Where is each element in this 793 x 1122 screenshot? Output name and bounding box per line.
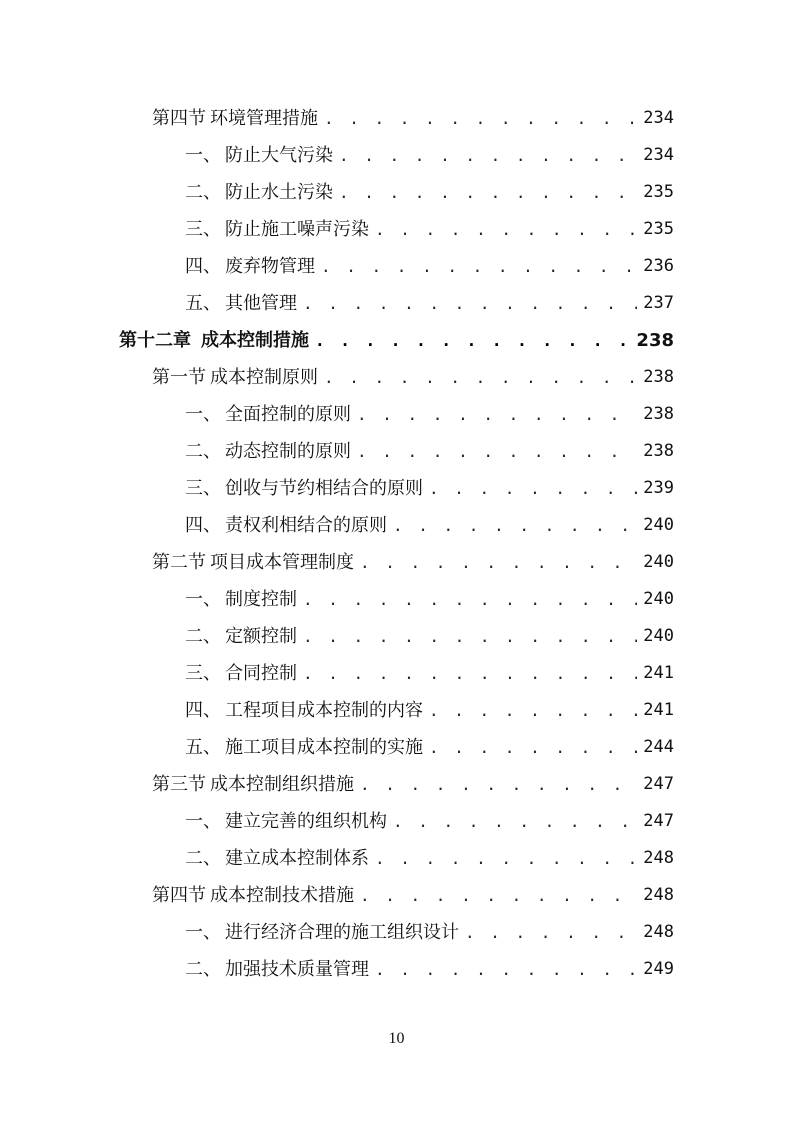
toc-title: 建立成本控制体系 — [225, 848, 369, 869]
toc-page-number: 249 — [643, 959, 674, 979]
toc-title: 全面控制的原则 — [225, 404, 351, 425]
toc-number: 第四节 — [152, 885, 206, 906]
toc-page-number: 237 — [643, 293, 674, 313]
toc-page-number: 234 — [643, 108, 674, 128]
dot-leader — [315, 322, 630, 359]
dot-leader — [393, 507, 637, 544]
toc-entry-item[interactable] — [185, 618, 674, 655]
toc-page-number: 238 — [643, 367, 674, 387]
toc-title: 项目成本管理制度 — [210, 552, 354, 573]
toc-title: 成本控制措施 — [201, 330, 309, 351]
toc-title: 防止大气污染 — [225, 145, 333, 166]
toc-title: 工程项目成本控制的内容 — [225, 700, 423, 721]
toc-title: 防止水土污染 — [225, 182, 333, 203]
toc-entry-item[interactable] — [185, 248, 674, 285]
toc-title: 合同控制 — [225, 663, 297, 684]
toc-title: 施工项目成本控制的实施 — [225, 737, 423, 758]
toc-entry-item[interactable] — [185, 433, 674, 470]
toc-number: 三、 — [185, 478, 221, 499]
toc-entry-item[interactable] — [185, 914, 674, 951]
toc-page-number: 241 — [643, 663, 674, 683]
toc-number: 一、 — [185, 404, 221, 425]
toc-title: 进行经济合理的施工组织设计 — [225, 922, 459, 943]
toc-entry-item[interactable] — [185, 729, 674, 766]
toc-page-number: 240 — [643, 589, 674, 609]
toc-entry-item[interactable] — [185, 211, 674, 248]
toc-page-number: 247 — [643, 774, 674, 794]
dot-leader — [375, 211, 637, 248]
toc-entry-item[interactable] — [185, 951, 674, 988]
toc-page-number: 238 — [643, 441, 674, 461]
toc-page-number: 238 — [636, 330, 674, 351]
toc-title: 环境管理措施 — [210, 108, 318, 129]
toc-title: 加强技术质量管理 — [225, 959, 369, 980]
toc-page-number: 236 — [643, 256, 674, 276]
toc-entry-item[interactable] — [185, 692, 674, 729]
toc-number: 第四节 — [152, 108, 206, 129]
toc-page-number: 238 — [643, 404, 674, 424]
dot-leader — [375, 951, 637, 988]
dot-leader — [357, 396, 637, 433]
dot-leader — [357, 433, 637, 470]
toc-number: 二、 — [185, 626, 221, 647]
dot-leader — [303, 285, 637, 322]
dot-leader — [360, 877, 637, 914]
dot-leader — [303, 655, 637, 692]
toc-page-number: 241 — [643, 700, 674, 720]
toc-title: 防止施工噪声污染 — [225, 219, 369, 240]
toc-page-number: 239 — [643, 478, 674, 498]
toc-page-number: 244 — [643, 737, 674, 757]
dot-leader — [375, 840, 637, 877]
dot-leader — [429, 692, 637, 729]
dot-leader — [321, 248, 637, 285]
toc-entry-section[interactable] — [152, 100, 674, 137]
toc-number: 五、 — [185, 737, 221, 758]
dot-leader — [324, 100, 637, 137]
toc-entry-item[interactable] — [185, 470, 674, 507]
dot-leader — [303, 618, 637, 655]
toc-entry-section[interactable] — [152, 359, 674, 396]
toc-page-number: 240 — [643, 552, 674, 572]
toc-entry-item[interactable] — [185, 137, 674, 174]
toc-number: 二、 — [185, 182, 221, 203]
toc-page-number: 248 — [643, 848, 674, 868]
toc-number: 一、 — [185, 922, 221, 943]
dot-leader — [360, 766, 637, 803]
toc-number: 四、 — [185, 256, 221, 277]
toc-number: 第一节 — [152, 367, 206, 388]
toc-number: 第十二章 — [119, 330, 191, 351]
toc-page-number: 240 — [643, 626, 674, 646]
toc-number: 三、 — [185, 219, 221, 240]
toc-title: 成本控制技术措施 — [210, 885, 354, 906]
toc-title: 建立完善的组织机构 — [225, 811, 387, 832]
toc-entry-section[interactable] — [152, 766, 674, 803]
toc-title: 废弃物管理 — [225, 256, 315, 277]
dot-leader — [465, 914, 637, 951]
toc-page-number: 247 — [643, 811, 674, 831]
toc-number: 二、 — [185, 848, 221, 869]
dot-leader — [339, 137, 637, 174]
toc-page-number: 235 — [643, 182, 674, 202]
toc-number: 四、 — [185, 700, 221, 721]
toc-title: 定额控制 — [225, 626, 297, 647]
toc-entry-item[interactable] — [185, 581, 674, 618]
dot-leader — [324, 359, 637, 396]
toc-title: 制度控制 — [225, 589, 297, 610]
toc-number: 第三节 — [152, 774, 206, 795]
toc-number: 一、 — [185, 589, 221, 610]
toc-title: 成本控制组织措施 — [210, 774, 354, 795]
toc-title: 动态控制的原则 — [225, 441, 351, 462]
toc-number: 四、 — [185, 515, 221, 536]
dot-leader — [303, 581, 637, 618]
dot-leader — [429, 729, 637, 766]
toc-number: 一、 — [185, 145, 221, 166]
toc-entry-item[interactable] — [185, 174, 674, 211]
toc-number: 二、 — [185, 441, 221, 462]
toc-entry-item[interactable] — [185, 396, 674, 433]
toc-entry-section[interactable] — [152, 544, 674, 581]
toc-entry-section[interactable] — [152, 877, 674, 914]
toc-page-number: 234 — [643, 145, 674, 165]
toc-title: 创收与节约相结合的原则 — [225, 478, 423, 499]
toc-title: 成本控制原则 — [210, 367, 318, 388]
toc-page-number: 240 — [643, 515, 674, 535]
toc-entry-item[interactable] — [185, 285, 674, 322]
toc-number: 三、 — [185, 663, 221, 684]
page-footer-number: 10 — [388, 1030, 405, 1047]
toc-entry-item[interactable] — [185, 803, 674, 840]
toc-entry-chapter[interactable] — [119, 322, 674, 359]
toc-page-number: 248 — [643, 885, 674, 905]
dot-leader — [339, 174, 637, 211]
toc-number: 第二节 — [152, 552, 206, 573]
toc-entry-item[interactable] — [185, 507, 674, 544]
toc-entry-item[interactable] — [185, 655, 674, 692]
toc-title: 责权利相结合的原则 — [225, 515, 387, 536]
toc-page-number: 235 — [643, 219, 674, 239]
dot-leader — [393, 803, 637, 840]
toc-page-number: 248 — [643, 922, 674, 942]
dot-leader — [429, 470, 637, 507]
toc-number: 一、 — [185, 811, 221, 832]
toc-entry-item[interactable] — [185, 840, 674, 877]
toc-number: 五、 — [185, 293, 221, 314]
toc-number: 二、 — [185, 959, 221, 980]
toc-title: 其他管理 — [225, 293, 297, 314]
dot-leader — [360, 544, 637, 581]
